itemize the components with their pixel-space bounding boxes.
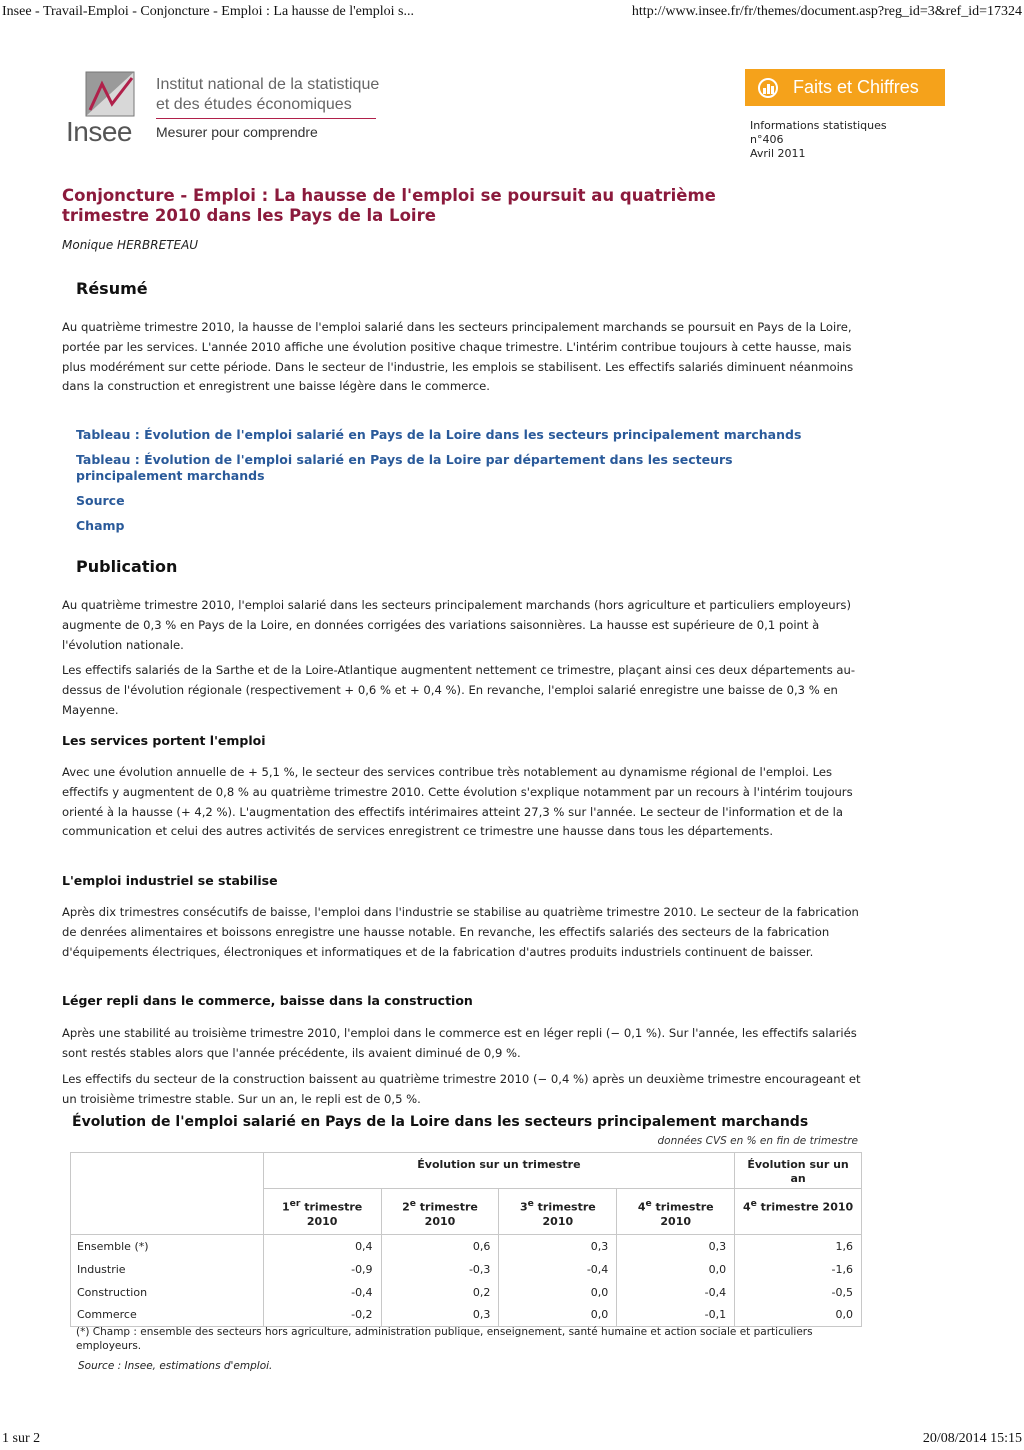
cell-value: -0,3 xyxy=(381,1258,499,1281)
logo-divider xyxy=(156,118,376,119)
faits-chiffres-label: Faits et Chiffres xyxy=(793,77,919,97)
link-tableau-secteurs[interactable]: Tableau : Évolution de l'emploi salarié en Pays de la Loire dans les secteurs principalement marchands xyxy=(76,427,802,442)
resume-text: Au quatrième trimestre 2010, la hausse de l'emploi salarié dans les secteurs principalement marchands se poursuit en Pays de la Loire, portée par les services. L'année 2010 affiche une évolution positive chaque trimestre. L'intérim contribue toujours à cette hausse, mais plus modérément sur cette période. Dans le secteur de l'industrie, les emplois se stabilisent. Les effectifs salariés diminuent néanmoins dans la construction et enregistrent une baisse légère dans le commerce. xyxy=(62,320,854,394)
cell-value: -0,1 xyxy=(617,1304,735,1327)
publication-paragraph-1: Au quatrième trimestre 2010, l'emploi salarié dans les secteurs principalement marchands (hors agriculture et particuliers employeurs) augmente de 0,3 % en Pays de la Loire, en données corrigées des variations saisonnières. La hausse est supérieure de 0,1 point à l'évolution nationale. xyxy=(62,598,851,652)
cell-value: -0,4 xyxy=(263,1281,381,1304)
employment-table xyxy=(70,1152,862,1327)
industrie-paragraph: Après dix trimestres consécutifs de baisse, l'emploi dans l'industrie se stabilise au quatrième trimestre 2010. Le secteur de la fabrication de denrées alimentaires et boissons enregistre une hausse notable. En revanche, les effectifs salariés des secteurs de la fabrication d'équipements électriques, électroniques et informatiques et de la fabrication d'autres produits industriels continuent de baisser. xyxy=(62,905,859,959)
table-source: Source : Insee, estimations d'emploi. xyxy=(78,1360,273,1372)
construction-paragraph: Les effectifs du secteur de la construction baissent au quatrième trimestre 2010 (− 0,4 %) après un deuxième trimestre encourageant et un troisième trimestre stable. Sur un an, le repli est de 0,5 %. xyxy=(62,1072,861,1106)
header-year-q4: 4e trimestre 2010 xyxy=(735,1189,862,1235)
cell-value: 1,6 xyxy=(735,1235,862,1258)
header-q1: 1er trimestre 2010 xyxy=(263,1189,381,1235)
logo-wordmark: Insee xyxy=(66,116,132,147)
commerce-paragraph: Après une stabilité au troisième trimestre 2010, l'emploi dans le commerce est en léger repli (− 0,1 %). Sur l'année, les effectifs salariés sont restés stables alors que l'année précédente, ils avaient diminué de 0,9 %. xyxy=(62,1026,857,1060)
header-q4: 4e trimestre 2010 xyxy=(617,1189,735,1235)
logo-line2: et des études économiques xyxy=(156,96,352,113)
cell-value: 0,0 xyxy=(735,1304,862,1327)
info-date: Avril 2011 xyxy=(750,147,806,160)
publication-paragraph-2: Les effectifs salariés de la Sarthe et de la Loire-Atlantique augmentent nettement ce trimestre, plaçant ainsi ces deux départements au-dessus de l'évolution régionale (respectivement + 0,6 % et + 0,4 %). En revanche, l'emploi salarié enregistre une baisse de 0,3 % en Mayenne. xyxy=(62,663,856,717)
cell-value: 0,0 xyxy=(617,1258,735,1281)
row-label: Ensemble (*) xyxy=(71,1235,264,1258)
cell-value: 0,6 xyxy=(381,1235,499,1258)
cell-value: 0,2 xyxy=(381,1281,499,1304)
header-q2: 2e trimestre 2010 xyxy=(381,1189,499,1235)
print-page-title: Insee - Travail-Emploi - Conjoncture - Emploi : La hausse de l'emploi s... xyxy=(2,4,414,19)
table-row xyxy=(71,1304,862,1327)
cell-value: -0,4 xyxy=(617,1281,735,1304)
cell-value: -0,9 xyxy=(263,1258,381,1281)
cell-value: 0,3 xyxy=(617,1235,735,1258)
article-title: Conjoncture - Emploi : La hausse de l'emploi se poursuit au quatrième trimestre 2010 dans les Pays de la Loire xyxy=(62,186,716,225)
header-q3: 3e trimestre 2010 xyxy=(499,1189,617,1235)
publication-heading: Publication xyxy=(76,557,178,576)
subheading-services: Les services portent l'emploi xyxy=(62,733,266,748)
article-author: Monique HERBRETEAU xyxy=(62,238,199,252)
cell-value: -0,5 xyxy=(735,1281,862,1304)
services-paragraph: Avec une évolution annuelle de + 5,1 %, le secteur des services contribue très notablement au dynamisme régional de l'emploi. Les effectifs y augmentent de 0,8 % au quatrième trimestre 2010. Cette évolution s'explique notamment par un recours à l'intérim toujours orienté à la hausse (+ 4,2 %). L'augmentation des effectifs intérimaires atteint 27,3 % sur l'année. Le secteur de l'information et de la communication et celui des autres activités de services enregistrent ce trimestre une hausse dans tous les départements. xyxy=(62,765,853,839)
row-label: Construction xyxy=(71,1281,264,1304)
table-row xyxy=(71,1235,862,1258)
cell-value: 0,4 xyxy=(263,1235,381,1258)
faits-chiffres-icon xyxy=(757,77,779,99)
table-title: Évolution de l'emploi salarié en Pays de la Loire dans les secteurs principalement marchands xyxy=(72,1114,809,1130)
cell-value: -0,4 xyxy=(499,1258,617,1281)
table-header-row-quarters xyxy=(71,1189,862,1235)
link-tableau-departements[interactable]: Tableau : Évolution de l'emploi salarié en Pays de la Loire par département dans les secteurs principalement marchands xyxy=(76,452,733,483)
cell-value: 0,3 xyxy=(499,1235,617,1258)
header-group-year: Évolution sur un an xyxy=(735,1153,862,1189)
table-label-header xyxy=(71,1189,264,1235)
publication-info xyxy=(750,119,887,161)
row-label: Commerce xyxy=(71,1304,264,1327)
table-row xyxy=(71,1258,862,1281)
subheading-industrie: L'emploi industriel se stabilise xyxy=(62,873,278,888)
link-champ[interactable]: Champ xyxy=(76,518,125,533)
table-header-row-groups xyxy=(71,1153,862,1189)
cell-value: 0,3 xyxy=(381,1304,499,1327)
cell-value: 0,0 xyxy=(499,1281,617,1304)
link-source[interactable]: Source xyxy=(76,493,125,508)
print-header xyxy=(0,4,1024,24)
cell-value: -1,6 xyxy=(735,1258,862,1281)
print-page-number: 1 sur 2 xyxy=(2,1431,41,1446)
logo-tagline: Mesurer pour comprendre xyxy=(156,124,318,140)
row-label: Industrie xyxy=(71,1258,264,1281)
table-footnote: (*) Champ : ensemble des secteurs hors agriculture, administration publique, enseignement, santé humaine et action sociale et particuliers employeurs. xyxy=(76,1326,813,1352)
table-unit-note: données CVS en % en fin de trimestre xyxy=(657,1135,858,1147)
logo-line1: Institut national de la statistique xyxy=(156,76,380,93)
table-corner-cell xyxy=(71,1153,264,1189)
cell-value: 0,0 xyxy=(499,1304,617,1327)
cell-value: -0,2 xyxy=(263,1304,381,1327)
table-row xyxy=(71,1281,862,1304)
faits-chiffres-badge[interactable] xyxy=(745,69,945,106)
insee-logo[interactable] xyxy=(66,70,386,150)
print-footer xyxy=(0,1431,1024,1449)
print-datetime: 20/08/2014 15:15 xyxy=(922,1431,1022,1446)
header-group-quarter: Évolution sur un trimestre xyxy=(263,1153,734,1189)
info-series: Informations statistiques xyxy=(750,119,887,132)
print-page-url: http://www.insee.fr/fr/themes/document.asp?reg_id=3&ref_id=17324 xyxy=(631,4,1022,19)
subheading-commerce-construction: Léger repli dans le commerce, baisse dans la construction xyxy=(62,993,473,1008)
info-number: n°406 xyxy=(750,133,784,146)
insee-logo-icon xyxy=(82,70,138,120)
resume-heading: Résumé xyxy=(76,279,148,298)
